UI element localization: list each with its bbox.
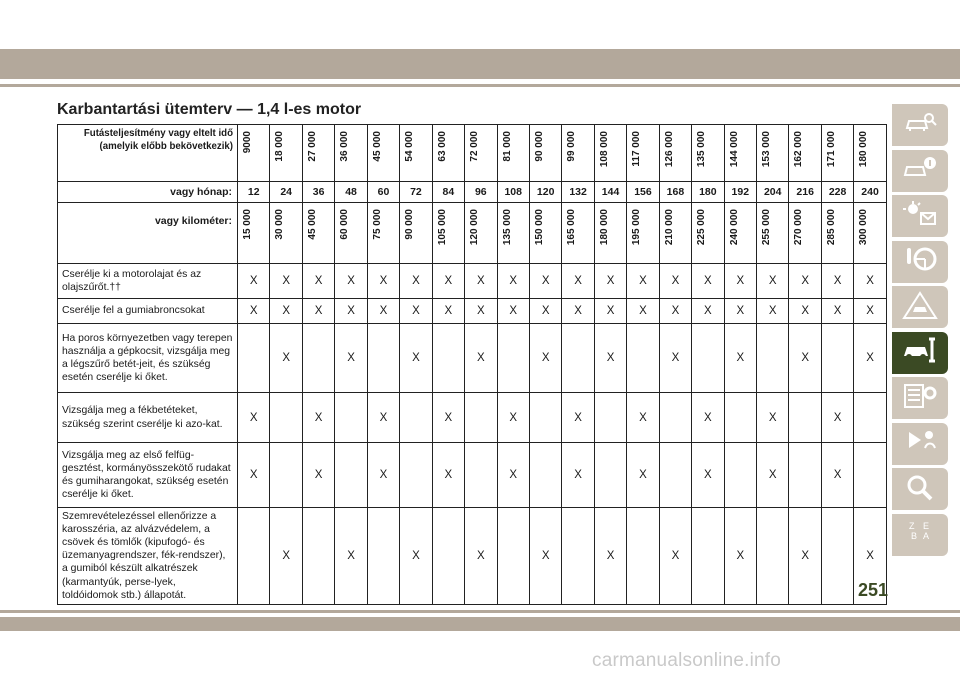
- chapter-tab-car-info[interactable]: [892, 150, 948, 192]
- kilometer-label: 180 000: [598, 209, 610, 246]
- schedule-mark: X: [400, 264, 432, 299]
- month-cell: 12: [238, 182, 270, 203]
- month-cell: 156: [627, 182, 659, 203]
- schedule-mark: X: [400, 324, 432, 393]
- header-row-months: [58, 182, 887, 203]
- kilometer-label: 90 000: [404, 209, 416, 240]
- month-cell: 132: [562, 182, 594, 203]
- schedule-mark: X: [238, 264, 270, 299]
- schedule-mark: [627, 508, 659, 605]
- schedule-mark: [529, 443, 561, 508]
- month-cell: 120: [529, 182, 561, 203]
- month-cell: 36: [302, 182, 334, 203]
- schedule-mark: [238, 324, 270, 393]
- mileage-label: 108 000: [598, 131, 610, 168]
- schedule-mark: X: [335, 264, 367, 299]
- schedule-mark: X: [465, 264, 497, 299]
- month-cell: 228: [821, 182, 853, 203]
- performance-header: Futásteljesítmény vagy eltelt idő (amelyik előbb bekövetkezik): [58, 125, 238, 182]
- schedule-mark: X: [789, 508, 821, 605]
- month-cell: 72: [400, 182, 432, 203]
- mileage-label: 171 000: [825, 131, 837, 168]
- kilometer-cell: [270, 203, 302, 264]
- header-row-performance: [58, 125, 887, 182]
- chapter-sidebar: [892, 104, 948, 559]
- schedule-mark: X: [400, 299, 432, 324]
- schedule-mark: X: [854, 508, 886, 605]
- schedule-mark: [465, 393, 497, 443]
- mileage-cell: [400, 125, 432, 182]
- schedule-mark: [854, 393, 886, 443]
- schedule-mark: X: [821, 393, 853, 443]
- mileage-label: 18 000: [274, 131, 286, 162]
- mileage-cell: [335, 125, 367, 182]
- multimedia-icon: [901, 426, 939, 461]
- kilometer-cell: [789, 203, 821, 264]
- schedule-mark: X: [497, 264, 529, 299]
- kilometer-cell: [400, 203, 432, 264]
- schedule-mark: [659, 443, 691, 508]
- schedule-mark: [627, 324, 659, 393]
- months-header: vagy hónap:: [58, 182, 238, 203]
- schedule-mark: X: [627, 264, 659, 299]
- schedule-mark: X: [270, 508, 302, 605]
- mileage-label: 36 000: [339, 131, 351, 162]
- schedule-mark: X: [627, 443, 659, 508]
- schedule-mark: X: [238, 443, 270, 508]
- kilometer-label: 120 000: [469, 209, 481, 246]
- schedule-mark: [562, 508, 594, 605]
- schedule-mark: [270, 393, 302, 443]
- mileage-cell: [757, 125, 789, 182]
- schedule-mark: X: [562, 443, 594, 508]
- schedule-mark: [432, 508, 464, 605]
- schedule-mark: X: [821, 264, 853, 299]
- schedule-mark: X: [335, 508, 367, 605]
- schedule-mark: [692, 508, 724, 605]
- schedule-mark: X: [757, 393, 789, 443]
- mileage-cell: [465, 125, 497, 182]
- schedule-mark: X: [692, 299, 724, 324]
- kilometer-cell: [854, 203, 886, 264]
- schedule-mark: X: [367, 443, 399, 508]
- mileage-cell: [659, 125, 691, 182]
- schedule-mark: X: [562, 264, 594, 299]
- mileage-label: 45 000: [371, 131, 383, 162]
- kilometer-cell: [594, 203, 626, 264]
- mileage-cell: [270, 125, 302, 182]
- kilometer-cell: [529, 203, 561, 264]
- month-cell: 180: [692, 182, 724, 203]
- schedule-mark: X: [724, 264, 756, 299]
- schedule-mark: [529, 393, 561, 443]
- schedule-mark: X: [367, 264, 399, 299]
- schedule-mark: X: [854, 299, 886, 324]
- schedule-mark: X: [627, 299, 659, 324]
- schedule-mark: X: [789, 264, 821, 299]
- table-row: [58, 324, 887, 393]
- schedule-mark: X: [529, 324, 561, 393]
- header-row-kilometers: [58, 203, 887, 264]
- schedule-mark: X: [757, 299, 789, 324]
- schedule-mark: X: [238, 393, 270, 443]
- kilometer-label: 135 000: [501, 209, 513, 246]
- schedule-mark: X: [432, 299, 464, 324]
- schedule-mark: X: [497, 393, 529, 443]
- schedule-mark: X: [821, 443, 853, 508]
- schedule-mark: X: [692, 443, 724, 508]
- schedule-mark: X: [497, 299, 529, 324]
- schedule-mark: [692, 324, 724, 393]
- page-number: 251: [858, 580, 889, 600]
- kilometer-cell: [238, 203, 270, 264]
- schedule-mark: X: [821, 299, 853, 324]
- schedule-mark: X: [270, 324, 302, 393]
- schedule-mark: [821, 324, 853, 393]
- mileage-label: 126 000: [663, 131, 675, 168]
- svg-text:Z: Z: [909, 521, 915, 531]
- schedule-mark: [789, 393, 821, 443]
- kilometer-cell: [692, 203, 724, 264]
- mileage-cell: [821, 125, 853, 182]
- schedule-mark: X: [529, 299, 561, 324]
- schedule-mark: X: [659, 508, 691, 605]
- kilometer-label: 75 000: [371, 209, 383, 240]
- schedule-mark: X: [400, 508, 432, 605]
- mileage-cell: [432, 125, 464, 182]
- chapter-tab-specifications[interactable]: [892, 377, 948, 419]
- kilometer-label: 285 000: [825, 209, 837, 246]
- mileage-label: 162 000: [793, 131, 805, 168]
- maintenance-schedule-table: [57, 124, 887, 605]
- kilometer-label: 210 000: [663, 209, 675, 246]
- schedule-mark: X: [627, 393, 659, 443]
- schedule-mark: X: [757, 264, 789, 299]
- specifications-icon: [901, 381, 939, 416]
- mileage-label: 99 000: [566, 131, 578, 162]
- schedule-mark: [854, 443, 886, 508]
- table-row: [58, 508, 887, 605]
- kilometer-label: 255 000: [761, 209, 772, 246]
- month-cell: 48: [335, 182, 367, 203]
- schedule-mark: [335, 443, 367, 508]
- mileage-label: 180 000: [858, 131, 870, 168]
- schedule-mark: X: [432, 443, 464, 508]
- mileage-cell: [529, 125, 561, 182]
- chapter-tab-search[interactable]: [892, 468, 948, 510]
- schedule-mark: [659, 393, 691, 443]
- kilometer-cell: [335, 203, 367, 264]
- chapter-tab-index[interactable]: [892, 514, 948, 556]
- month-cell: 96: [465, 182, 497, 203]
- schedule-mark: X: [335, 324, 367, 393]
- kilometer-cell: [367, 203, 399, 264]
- schedule-mark: X: [594, 324, 626, 393]
- schedule-mark: [238, 508, 270, 605]
- schedule-mark: X: [302, 264, 334, 299]
- schedule-mark: [594, 443, 626, 508]
- mileage-cell: [594, 125, 626, 182]
- kilometer-label: 270 000: [793, 209, 805, 246]
- schedule-mark: X: [659, 324, 691, 393]
- maintenance-task-label: Vizsgálja meg az első felfüg-gesztést, kormányösszekötő rudakat és gumiharangokat, szükség esetén cserélje ki őket.: [58, 443, 238, 508]
- schedule-mark: X: [367, 393, 399, 443]
- watermark: carmanualsonline.info: [592, 650, 782, 671]
- schedule-mark: [562, 324, 594, 393]
- kilometer-label: 195 000: [631, 209, 643, 246]
- kilometer-cell: [562, 203, 594, 264]
- month-cell: 60: [367, 182, 399, 203]
- mileage-label: 135 000: [696, 131, 708, 168]
- mileage-cell: [238, 125, 270, 182]
- table-row: [58, 393, 887, 443]
- table-row: [58, 443, 887, 508]
- schedule-mark: [400, 393, 432, 443]
- schedule-mark: [432, 324, 464, 393]
- bottom-band: [0, 617, 960, 631]
- kilometer-label: 105 000: [436, 209, 448, 246]
- mileage-label: 54 000: [404, 131, 416, 162]
- month-cell: 144: [594, 182, 626, 203]
- kilometer-cell: [627, 203, 659, 264]
- kilometers-header: vagy kilométer:: [58, 203, 238, 264]
- mileage-label: 117 000: [631, 131, 643, 167]
- chapter-tab-warning-message[interactable]: [892, 195, 948, 237]
- car-service-icon: [901, 335, 939, 370]
- mileage-cell: [627, 125, 659, 182]
- schedule-mark: X: [562, 393, 594, 443]
- schedule-mark: X: [497, 443, 529, 508]
- chapter-tab-car-inspection[interactable]: [892, 104, 948, 146]
- mileage-cell: [789, 125, 821, 182]
- schedule-mark: X: [594, 299, 626, 324]
- mileage-cell: [562, 125, 594, 182]
- schedule-mark: X: [562, 299, 594, 324]
- schedule-mark: X: [594, 508, 626, 605]
- schedule-mark: X: [432, 264, 464, 299]
- mileage-label: 27 000: [306, 131, 318, 162]
- schedule-mark: [367, 508, 399, 605]
- kilometer-label: 240 000: [728, 209, 740, 246]
- maintenance-task-label: Cserélje fel a gumiabroncsokat: [58, 299, 238, 324]
- schedule-mark: X: [367, 299, 399, 324]
- svg-text:B: B: [911, 531, 918, 541]
- page-title: Karbantartási ütemterv — 1,4 l-es motor: [57, 101, 362, 118]
- schedule-mark: X: [465, 508, 497, 605]
- kilometer-label: 225 000: [696, 209, 708, 246]
- airbag-steering-icon: [901, 244, 939, 279]
- month-cell: 240: [854, 182, 886, 203]
- schedule-mark: [821, 508, 853, 605]
- bottom-rule: [0, 610, 960, 613]
- schedule-mark: X: [724, 324, 756, 393]
- month-cell: 24: [270, 182, 302, 203]
- mileage-cell: [302, 125, 334, 182]
- kilometer-cell: [432, 203, 464, 264]
- schedule-mark: [367, 324, 399, 393]
- mileage-label: 90 000: [533, 131, 545, 162]
- schedule-mark: [724, 443, 756, 508]
- maintenance-task-label: Vizsgálja meg a fékbetéteket, szükség szerint cserélje ki azo-kat.: [58, 393, 238, 443]
- table-row: [58, 299, 887, 324]
- schedule-mark: [757, 508, 789, 605]
- schedule-mark: X: [270, 264, 302, 299]
- mileage-cell: [854, 125, 886, 182]
- schedule-mark: X: [335, 299, 367, 324]
- schedule-mark: X: [659, 299, 691, 324]
- schedule-mark: [335, 393, 367, 443]
- schedule-mark: X: [854, 324, 886, 393]
- kilometer-cell: [724, 203, 756, 264]
- svg-text:E: E: [923, 521, 930, 531]
- schedule-mark: X: [692, 264, 724, 299]
- mileage-cell: [692, 125, 724, 182]
- maintenance-task-label: Ha poros környezetben vagy terepen használja a gépkocsit, vizsgálja meg a légszűrő betét-jeit, és szükség esetén cserélje ki őket.: [58, 324, 238, 393]
- schedule-mark: X: [302, 393, 334, 443]
- car-info-icon: [901, 153, 939, 188]
- month-cell: 84: [432, 182, 464, 203]
- schedule-mark: X: [854, 264, 886, 299]
- schedule-mark: X: [270, 299, 302, 324]
- month-cell: 192: [724, 182, 756, 203]
- schedule-mark: X: [789, 324, 821, 393]
- schedule-mark: X: [692, 393, 724, 443]
- schedule-mark: [757, 324, 789, 393]
- table-row: [58, 264, 887, 299]
- schedule-mark: [270, 443, 302, 508]
- mileage-label: 9000: [242, 131, 253, 154]
- schedule-mark: [400, 443, 432, 508]
- chapter-tab-multimedia[interactable]: [892, 423, 948, 465]
- schedule-mark: X: [465, 324, 497, 393]
- chapter-tab-airbag-steering[interactable]: [892, 241, 948, 283]
- kilometer-cell: [821, 203, 853, 264]
- schedule-mark: X: [529, 264, 561, 299]
- month-cell: 216: [789, 182, 821, 203]
- schedule-mark: [497, 508, 529, 605]
- top-rule: [0, 84, 960, 87]
- schedule-mark: X: [789, 299, 821, 324]
- kilometer-label: 30 000: [274, 209, 286, 240]
- kilometer-label: 45 000: [306, 209, 318, 240]
- chapter-tab-car-service[interactable]: [892, 332, 948, 374]
- schedule-mark: X: [594, 264, 626, 299]
- schedule-mark: [497, 324, 529, 393]
- schedule-mark: X: [724, 508, 756, 605]
- schedule-mark: X: [724, 299, 756, 324]
- car-inspection-icon: [901, 108, 939, 143]
- kilometer-cell: [465, 203, 497, 264]
- kilometer-label: 300 000: [858, 209, 870, 246]
- maintenance-task-label: Cserélje ki a motorolajat és az olajszűrőt.††: [58, 264, 238, 299]
- kilometer-cell: [659, 203, 691, 264]
- maintenance-task-label: Szemrevételezéssel ellenőrizze a karosszéria, az alvázvédelem, a csövek és tömlők (kipufogó- és üzemanyagrendszer, fék-rendszer), a gumiból készült alkatrészek (karmantyúk, perse-lyek, toldóidomok stb.) állapotát.: [58, 508, 238, 605]
- schedule-mark: X: [302, 443, 334, 508]
- mileage-cell: [367, 125, 399, 182]
- schedule-mark: X: [238, 299, 270, 324]
- schedule-mark: [465, 443, 497, 508]
- kilometer-label: 165 000: [566, 209, 578, 246]
- schedule-mark: X: [757, 443, 789, 508]
- mileage-cell: [497, 125, 529, 182]
- kilometer-label: 60 000: [339, 209, 351, 240]
- kilometer-label: 15 000: [242, 209, 253, 240]
- mileage-cell: [724, 125, 756, 182]
- emergency-icon: [901, 290, 939, 325]
- index-icon: [901, 517, 939, 552]
- schedule-mark: [789, 443, 821, 508]
- month-cell: 168: [659, 182, 691, 203]
- schedule-mark: X: [432, 393, 464, 443]
- mileage-label: 153 000: [761, 131, 772, 168]
- month-cell: 204: [757, 182, 789, 203]
- schedule-mark: X: [302, 299, 334, 324]
- warning-message-icon: [901, 199, 939, 234]
- schedule-mark: X: [529, 508, 561, 605]
- kilometer-cell: [497, 203, 529, 264]
- kilometer-label: 150 000: [533, 209, 545, 246]
- mileage-label: 81 000: [501, 131, 513, 162]
- svg-text:A: A: [923, 531, 930, 541]
- schedule-mark: [302, 324, 334, 393]
- kilometer-cell: [757, 203, 789, 264]
- mileage-label: 63 000: [436, 131, 448, 162]
- schedule-mark: X: [465, 299, 497, 324]
- chapter-tab-emergency[interactable]: [892, 286, 948, 328]
- mileage-label: 144 000: [728, 131, 740, 168]
- schedule-mark: X: [659, 264, 691, 299]
- schedule-mark: [302, 508, 334, 605]
- kilometer-cell: [302, 203, 334, 264]
- month-cell: 108: [497, 182, 529, 203]
- mileage-label: 72 000: [469, 131, 481, 162]
- schedule-mark: [594, 393, 626, 443]
- search-icon: [901, 472, 939, 507]
- schedule-mark: [724, 393, 756, 443]
- top-band: [0, 49, 960, 79]
